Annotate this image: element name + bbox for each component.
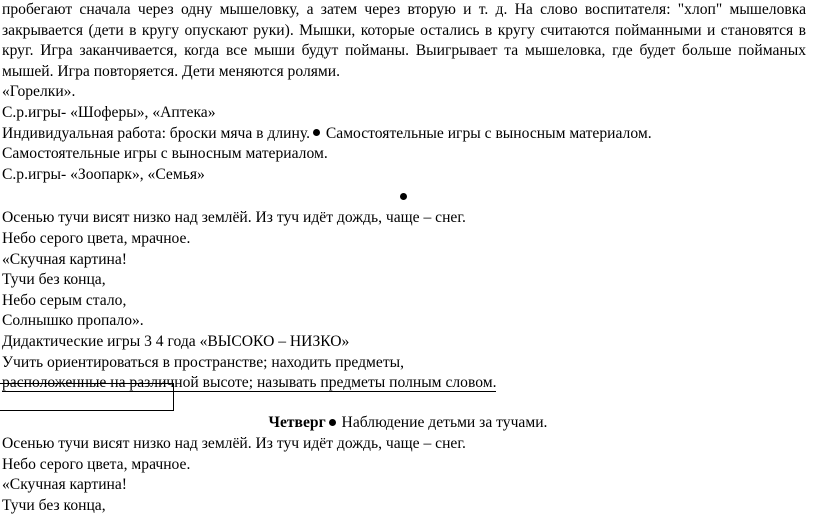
poem-line: «Скучная картина! <box>2 476 128 494</box>
role-games-line-2: С.р.игры- «Зоопарк», «Семья» <box>2 165 205 183</box>
day-label: Четверг <box>268 414 326 431</box>
poem-line: Небо серого цвета, мрачное. <box>2 455 191 473</box>
game-description-paragraph: пробегают сначала через одну мышеловку, а затем через вторую и т. д. На слово воспитателя: "хлоп" мышеловка закрывается (дети в кругу опускают руки). Мышки, которые остались в кругу считаются пойманными и становятся в круг. Игра заканчивается, когда все мыши будут пойманы. Выигрывает та мышеловка, где будет больше пойманых мышей. Игра повторяется. Дети меняются ролями. <box>2 1 806 80</box>
independent-games-line: Самостоятельные игры с выносным материалом. <box>2 145 328 163</box>
bullet-icon <box>400 193 407 200</box>
gorelki-line: «Горелки». <box>2 83 76 101</box>
poem-line: Тучи без конца, <box>2 271 106 289</box>
didactic-goal-text: расположенные на различной высоте; называть предметы полным словом. <box>2 374 497 392</box>
poem-line: «Скучная картина! <box>2 250 128 268</box>
empty-table-cell <box>0 383 174 411</box>
didactic-goal-line: Учить ориентироваться в пространстве; находить предметы, <box>2 353 405 371</box>
poem-repeat <box>0 434 816 516</box>
role-games-line-1: С.р.игры- «Шоферы», «Аптека» <box>2 103 216 121</box>
didactic-title: Дидактические игры 3 4 года «ВЫСОКО – НИЗКО» <box>2 332 350 350</box>
poem-line: Тучи без конца, <box>2 496 106 514</box>
poem-line: Осенью тучи висят низко над землёй. Из туч идёт дождь, чаще – снег. <box>2 209 466 227</box>
individual-work-text: Индивидуальная работа: броски мяча в длину. <box>2 124 310 142</box>
individual-work-line <box>0 124 816 145</box>
poem-line: Солнышко пропало». <box>2 312 144 330</box>
independent-games-inline: Самостоятельные игры с выносным материалом. <box>321 124 652 142</box>
poem-line: Небо серого цвета, мрачное. <box>2 229 191 247</box>
observation-title: Наблюдение детьми за тучами. <box>337 414 548 431</box>
poem-line: Осенью тучи висят низко над землёй. Из туч идёт дождь, чаще – снег. <box>2 435 466 452</box>
bullet-icon <box>313 129 320 136</box>
bullet-icon <box>329 419 336 426</box>
observation-heading <box>0 413 816 434</box>
bullet-row <box>0 185 816 208</box>
poem-line: Небо серым стало, <box>2 291 127 309</box>
